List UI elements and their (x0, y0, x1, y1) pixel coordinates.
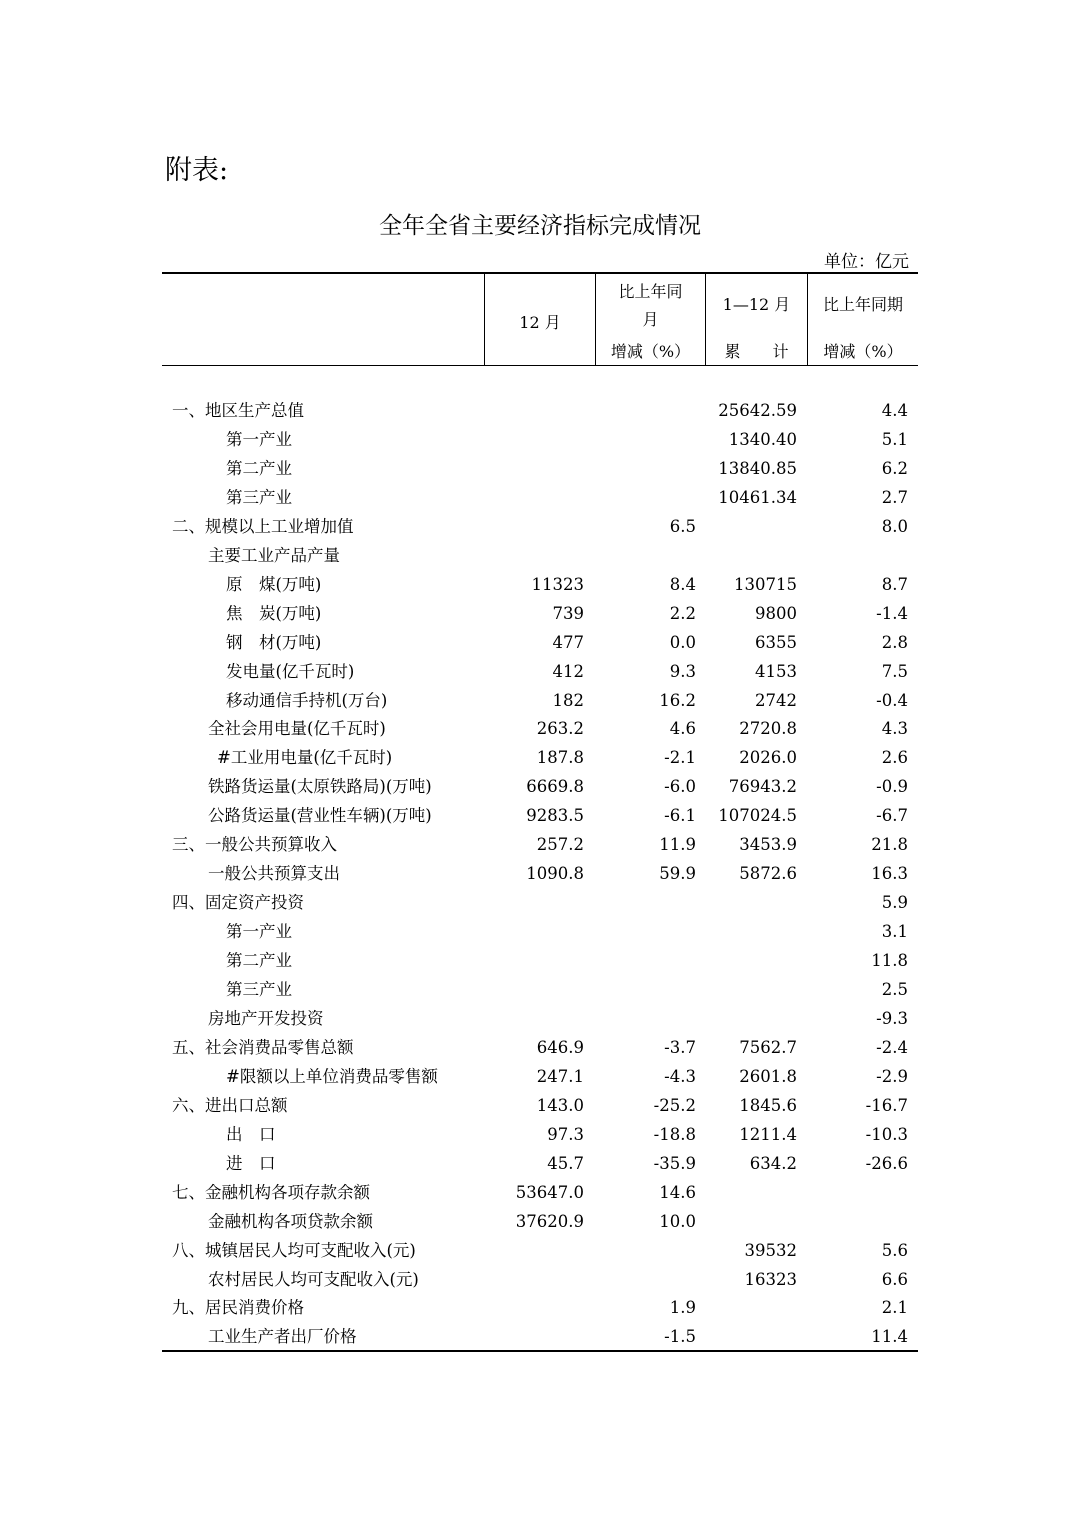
cell-year-change: 6.6 (881, 1269, 908, 1289)
cell-month-change: -1.5 (664, 1327, 696, 1347)
table-row (162, 801, 918, 830)
cell-year-change: 3.1 (881, 922, 908, 942)
row-label: 九、居民消费价格 (172, 1298, 304, 1318)
table-top-rule (162, 272, 918, 274)
row-label: 第一产业 (226, 922, 292, 942)
cell-cumulative-value: 3453.9 (739, 835, 797, 855)
cell-cumulative-value: 634.2 (749, 1153, 797, 1173)
cell-month-value: 97.3 (547, 1124, 584, 1144)
table-row (162, 657, 918, 686)
row-label: 铁路货运量(太原铁路局)(万吨) (208, 777, 432, 797)
row-label: 二、规模以上工业增加值 (172, 516, 354, 536)
cell-month-change: -6.1 (664, 806, 696, 826)
table-row (162, 541, 918, 570)
cell-month-change: 9.3 (669, 661, 696, 681)
row-label: 一般公共预算支出 (208, 864, 340, 884)
cell-year-change: 5.9 (881, 893, 908, 913)
cell-year-change: 8.0 (881, 516, 908, 536)
table-row (162, 686, 918, 715)
table-row (162, 628, 918, 657)
cell-year-change: 2.8 (881, 632, 908, 652)
cell-cumulative-value: 4153 (755, 661, 797, 681)
table-row (162, 1293, 918, 1322)
table-row (162, 1178, 918, 1207)
table-row (162, 859, 918, 888)
table-row (162, 1120, 918, 1149)
table-row (162, 454, 918, 483)
cell-month-change: 1.9 (669, 1298, 696, 1318)
row-label: 五、社会消费品零售总额 (172, 1037, 354, 1057)
cell-month-value: 263.2 (536, 719, 584, 739)
row-label: 全社会用电量(亿千瓦时) (208, 719, 386, 739)
cell-year-change: -9.3 (876, 1008, 908, 1028)
cell-month-value: 739 (552, 603, 584, 623)
cell-cumulative-value: 7562.7 (739, 1037, 797, 1057)
table-row (162, 946, 918, 975)
table-row (162, 1091, 918, 1120)
table-row (162, 396, 918, 425)
cell-year-change: 16.3 (871, 864, 908, 884)
row-label: 原 煤(万吨) (226, 574, 322, 594)
cell-month-change: 16.2 (659, 690, 696, 710)
cell-cumulative-value: 130715 (734, 574, 797, 594)
cell-year-change: 11.4 (871, 1327, 908, 1347)
cell-month-value: 182 (552, 690, 584, 710)
cell-cumulative-value: 2026.0 (739, 748, 797, 768)
cell-year-change: -0.9 (876, 777, 908, 797)
table-row (162, 425, 918, 454)
cell-cumulative-value: 10461.34 (718, 487, 797, 507)
cell-cumulative-value: 2742 (755, 690, 797, 710)
cell-month-value: 257.2 (536, 835, 584, 855)
row-label: 农村居民人均可支配收入(元) (208, 1269, 419, 1289)
table-row (162, 1236, 918, 1265)
row-label: 钢 材(万吨) (226, 632, 322, 652)
cell-cumulative-value: 1340.40 (728, 429, 797, 449)
cell-cumulative-value: 1845.6 (739, 1095, 797, 1115)
table-row (162, 888, 918, 917)
row-label: 六、进出口总额 (172, 1095, 288, 1115)
header-year-change-line2: 增减（%） (823, 342, 903, 361)
cell-month-value: 6669.8 (526, 777, 584, 797)
cell-cumulative-value: 16323 (744, 1269, 797, 1289)
cell-year-change: -10.3 (865, 1124, 908, 1144)
cell-month-change: -25.2 (653, 1095, 696, 1115)
cell-cumulative-value: 107024.5 (718, 806, 797, 826)
row-label: 三、一般公共预算收入 (172, 835, 337, 855)
row-label: 出 口 (226, 1124, 276, 1144)
cell-year-change: -2.4 (876, 1037, 908, 1057)
cell-cumulative-value: 39532 (744, 1240, 797, 1260)
cell-month-change: 2.2 (669, 603, 696, 623)
header-cumulative-line1: 1—12 月 (722, 295, 791, 314)
cell-year-change: 21.8 (871, 835, 908, 855)
cell-month-change: 14.6 (659, 1182, 696, 1202)
row-label: 工业生产者出厂价格 (208, 1327, 357, 1347)
cell-month-change: 4.6 (669, 719, 696, 739)
cell-year-change: 2.5 (881, 980, 908, 999)
cell-year-change: 2.6 (881, 748, 908, 768)
table-row (162, 599, 918, 628)
cell-year-change: 4.3 (881, 719, 908, 739)
cell-month-value: 11323 (531, 574, 584, 594)
header-cumulative-line2: 累 计 (724, 342, 789, 361)
cell-month-change: 10.0 (659, 1211, 696, 1231)
row-label: 四、固定资产投资 (172, 893, 304, 913)
row-label: 七、金融机构各项存款余额 (172, 1182, 370, 1202)
header-month-change-line3: 增减（%） (610, 342, 691, 361)
table-row (162, 1149, 918, 1178)
cell-cumulative-value: 9800 (755, 603, 797, 623)
cell-month-value: 9283.5 (526, 806, 584, 826)
cell-cumulative-value: 76943.2 (728, 777, 797, 797)
table-row (162, 975, 918, 1004)
cell-year-change: 5.1 (881, 429, 908, 449)
cell-month-value: 143.0 (536, 1095, 584, 1115)
row-label: 第一产业 (226, 429, 292, 449)
cell-month-value: 45.7 (547, 1153, 584, 1173)
row-label: 移动通信手持机(万台) (226, 690, 388, 710)
cell-month-value: 53647.0 (515, 1182, 584, 1202)
row-label: 八、城镇居民人均可支配收入(元) (172, 1240, 416, 1260)
cell-month-change: 59.9 (659, 864, 696, 884)
appendix-label: 附表: (165, 155, 229, 186)
row-label: 焦 炭(万吨) (226, 603, 322, 623)
cell-cumulative-value: 2720.8 (739, 719, 797, 739)
row-label: 进 口 (226, 1153, 276, 1173)
cell-year-change: 2.1 (881, 1298, 908, 1318)
cell-cumulative-value: 6355 (755, 632, 797, 652)
header-bottom-rule (162, 365, 918, 366)
cell-year-change: -26.6 (865, 1153, 908, 1173)
table-row (162, 483, 918, 512)
cell-year-change: 6.2 (881, 458, 908, 478)
header-month-change-line1: 比上年同 (618, 282, 683, 301)
row-label: 第三产业 (226, 487, 292, 507)
cell-year-change: 11.8 (871, 951, 908, 971)
cell-year-change: -2.9 (876, 1066, 908, 1086)
unit-note: 单位：亿元 (824, 252, 909, 272)
cell-month-value: 412 (552, 661, 584, 681)
table-row (162, 512, 918, 541)
cell-month-value: 646.9 (536, 1037, 584, 1057)
cell-month-value: 1090.8 (526, 864, 584, 884)
header-year-change-line1: 比上年同期 (822, 295, 903, 314)
table-row (162, 917, 918, 946)
row-label: 第二产业 (226, 951, 292, 971)
cell-month-value: 187.8 (536, 748, 584, 768)
row-label: 房地产开发投资 (208, 1008, 324, 1028)
cell-month-change: -3.7 (664, 1037, 696, 1057)
cell-month-change: 8.4 (669, 574, 696, 594)
cell-cumulative-value: 5872.6 (739, 864, 797, 884)
cell-year-change: -6.7 (876, 806, 908, 826)
cell-month-change: -2.1 (664, 748, 696, 768)
table-row (162, 714, 918, 743)
row-label: 发电量(亿千瓦时) (226, 661, 355, 681)
table-row (162, 570, 918, 599)
table-row (162, 772, 918, 801)
row-label: 第二产业 (226, 458, 292, 478)
cell-year-change: 5.6 (881, 1240, 908, 1260)
cell-year-change: -1.4 (876, 603, 908, 623)
row-label: #限额以上单位消费品零售额 (226, 1066, 438, 1086)
row-label: 一、地区生产总值 (172, 401, 304, 420)
table-row (162, 830, 918, 859)
cell-year-change: 2.7 (881, 487, 908, 507)
cell-month-change: -35.9 (653, 1153, 696, 1173)
row-label: 公路货运量(营业性车辆)(万吨) (208, 806, 432, 826)
table-row (162, 1207, 918, 1236)
cell-month-change: -18.8 (653, 1124, 696, 1144)
table-row (162, 1062, 918, 1091)
cell-month-value: 247.1 (536, 1066, 584, 1086)
cell-month-change: 6.5 (669, 516, 696, 536)
cell-year-change: 7.5 (881, 661, 908, 681)
row-label: 金融机构各项贷款余额 (208, 1211, 373, 1231)
cell-month-change: -4.3 (664, 1066, 696, 1086)
row-label: #工业用电量(亿千瓦时) (217, 748, 393, 768)
cell-cumulative-value: 25642.59 (718, 401, 797, 420)
cell-month-change: -6.0 (664, 777, 696, 797)
cell-year-change: 4.4 (881, 401, 908, 420)
cell-year-change: -0.4 (876, 690, 908, 710)
table-row (162, 1033, 918, 1062)
cell-month-value: 37620.9 (515, 1211, 584, 1231)
cell-month-value: 477 (552, 632, 584, 652)
table-row (162, 1322, 918, 1351)
cell-cumulative-value: 2601.8 (739, 1066, 797, 1086)
cell-cumulative-value: 1211.4 (739, 1124, 797, 1144)
cell-year-change: -16.7 (865, 1095, 908, 1115)
cell-year-change: 8.7 (881, 574, 908, 594)
table-row (162, 1004, 918, 1033)
cell-cumulative-value: 13840.85 (718, 458, 797, 478)
table-row (162, 1265, 918, 1294)
header-month-change-line2: 月 (642, 310, 659, 329)
header-month: 12 月 (519, 313, 561, 332)
cell-month-change: 0.0 (669, 632, 696, 652)
row-label: 第三产业 (226, 980, 292, 999)
row-label: 主要工业产品产量 (208, 545, 340, 565)
table-row (162, 743, 918, 772)
cell-month-change: 11.9 (659, 835, 696, 855)
page-title: 全年全省主要经济指标完成情况 (379, 213, 701, 239)
